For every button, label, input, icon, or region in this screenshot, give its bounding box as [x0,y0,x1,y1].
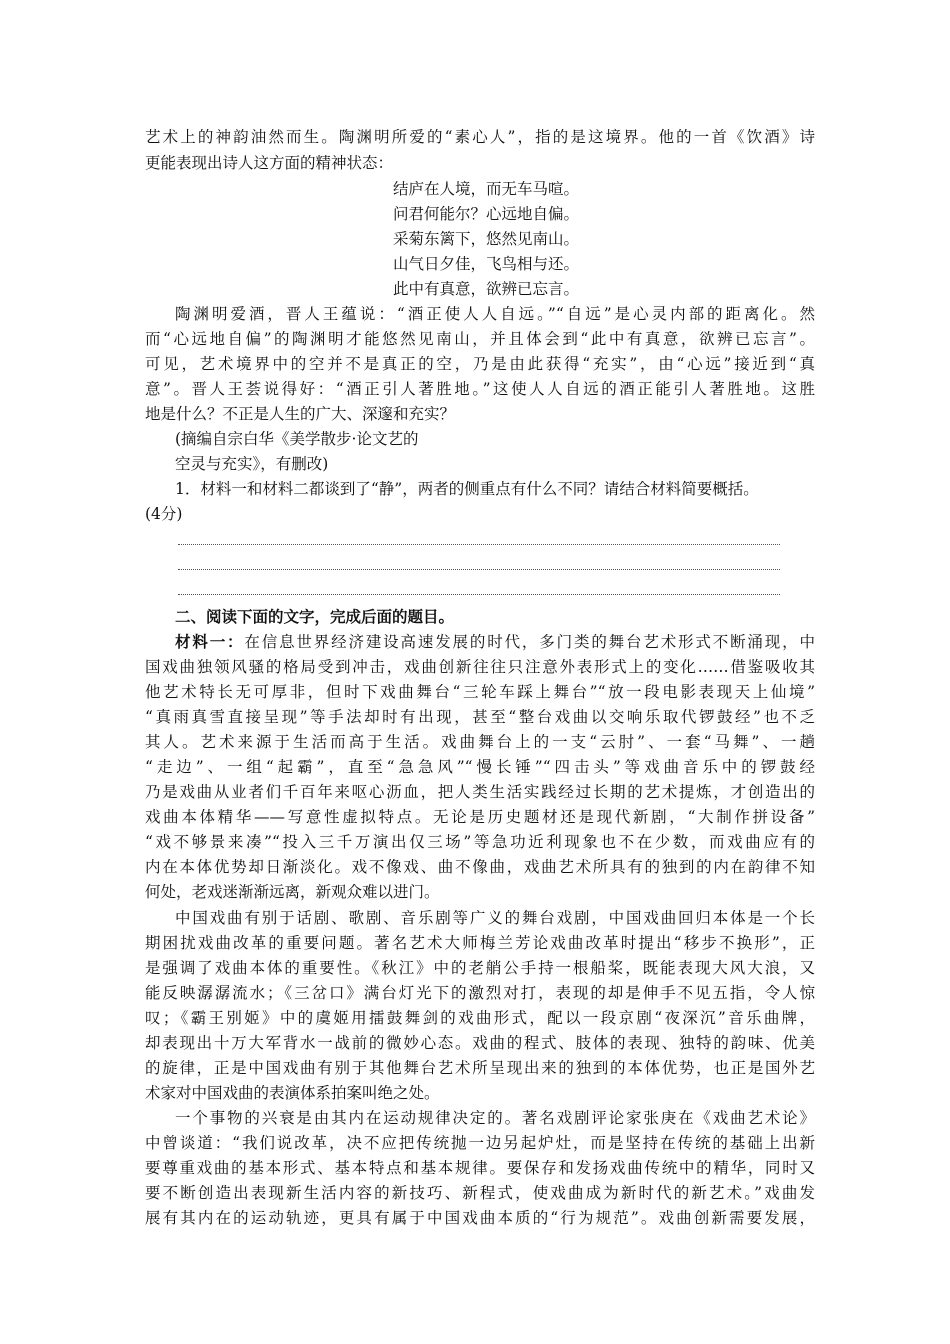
passage-line: 可见，艺术境界中的空并不是真正的空，乃是由此获得“充实”，由“心远”接近到“真 [145,355,815,373]
source-citation: (摘编自宗白华《美学散步·论文艺的 [175,430,419,448]
passage-line: 要不断创造出表现新生活内容的新技巧、新程式，使戏曲成为新时代的新艺术。”戏曲发 [145,1184,815,1202]
passage-line: 叹；《霸王别姬》中的虞姬用擂鼓舞剑的戏曲形式，配以一段京剧“夜深沉”音乐曲牌， [145,1009,815,1027]
question-score: (4分) [145,505,183,523]
passage-line: 地是什么？不正是人生的广大、深邃和充实？ [145,405,456,423]
passage-line: 戏曲本体精华——写意性虚拟特点。无论是历史题材还是现代新剧，“大制作拼设备” [145,808,815,826]
passage-text: 在信息世界经济建设高速发展的时代，多门类的舞台艺术形式不断涌现，中 [244,633,815,651]
passage-line: 展有其内在的运动轨迹，更具有属于中国戏曲本质的“行为规范”。戏曲创新需要发展， [145,1209,815,1227]
passage-line: 何处，老戏迷渐渐远离，新观众难以进门。 [145,883,440,901]
poem-line: 结庐在人境，而无车马喧。 [393,180,580,198]
passage-line: “走边”、一组“起霸”，直至“急急风”“慢长锤”“四击头”等戏曲音乐中的锣鼓经 [145,758,815,776]
passage-line: 要尊重戏曲的基本形式、基本特点和基本规律。要保存和发扬戏曲传统中的精华，同时又 [145,1159,815,1177]
passage-line: 意”。晋人王荟说得好：“酒正引人著胜地。”这使人人自远的酒正能引人著胜地。这胜 [145,380,815,398]
passage-line: 是强调了戏曲本体的重要性。《秋江》中的老艄公手持一根船桨，既能表现大风大浪，又 [145,959,815,977]
answer-line[interactable] [178,544,780,545]
passage-line: 中国戏曲有别于话剧、歌剧、音乐剧等广义的舞台戏剧，中国戏曲回归本体是一个长 [175,909,815,927]
passage-line [175,630,815,654]
passage-line: 艺术上的神韵油然而生。陶渊明所爱的“素心人”，指的是这境界。他的一首《饮酒》诗 [145,128,815,146]
passage-line: 国戏曲独领风骚的格局受到冲击，戏曲创新往往只注意外表形式上的变化……借鉴吸收其 [145,658,815,676]
passage-line: 乃是戏曲从业者们千百年来呕心沥血，把人类生活实践经过长期的艺术提炼，才创造出的 [145,783,815,801]
poem-line: 此中有真意，欲辨已忘言。 [393,280,580,298]
material-label: 材料一： [175,632,245,651]
passage-line: 内在本体优势却日渐淡化。戏不像戏、曲不像曲，戏曲艺术所具有的独到的内在韵律不知 [145,858,815,876]
question-text: 1．材料一和材料二都谈到了“静”，两者的侧重点有什么不同？请结合材料简要概括。 [175,480,759,498]
passage-line: 他艺术特长无可厚非，但时下戏曲舞台“三轮车踩上舞台”“放一段电影表现天上仙境” [145,683,815,701]
passage-line: 却表现出十万大军背水一战前的微妙心态。戏曲的程式、肢体的表现、独特的韵味、优美 [145,1034,815,1052]
passage-line: 更能表现出诗人这方面的精神状态： [145,154,394,172]
passage-line: 一个事物的兴衰是由其内在运动规律决定的。著名戏剧评论家张庚在《戏曲艺术论》 [175,1109,815,1127]
answer-line[interactable] [178,594,780,595]
passage-line: 陶渊明爱酒，晋人王蕴说：“酒正使人人自远。”“自远”是心灵内部的距离化。然 [175,305,815,323]
passage-line: 的旋律，正是中国戏曲有别于其他舞台艺术所呈现出来的独到的本体优势，也正是国外艺 [145,1059,815,1077]
passage-line: 其人。艺术来源于生活而高于生活。戏曲舞台上的一支“云肘”、一套“马舞”、一趟 [145,733,815,751]
poem-line: 采菊东篱下，悠然见南山。 [393,230,580,248]
passage-line: 能反映潺潺流水；《三岔口》满台灯光下的激烈对打，表现的却是伸手不见五指，令人惊 [145,984,815,1002]
passage-line: 中曾谈道：“我们说改革，决不应把传统抛一边另起炉灶，而是坚持在传统的基础上出新 [145,1134,815,1152]
passage-line: 期困扰戏曲改革的重要问题。著名艺术大师梅兰芳论戏曲改革时提出“移步不换形”，正 [145,934,815,952]
passage-line: 术家对中国戏曲的表演体系拍案叫绝之处。 [145,1084,440,1102]
poem-line: 山气日夕佳，飞鸟相与还。 [393,255,580,273]
passage-line: 而“心远地自偏”的陶渊明才能悠然见南山，并且体会到“此中有真意，欲辨已忘言”。 [145,330,815,348]
section-heading: 二、阅读下面的文字，完成后面的题目。 [175,607,455,626]
source-citation: 空灵与充实》，有删改) [175,455,329,473]
answer-line[interactable] [178,569,780,570]
passage-line: “戏不够景来凑”“投入三千万演出仅三场”等急功近利现象也不在少数，而戏曲应有的 [145,833,815,851]
passage-line: “真雨真雪直接呈现”等手法却时有出现，甚至“整台戏曲以交响乐取代锣鼓经”也不乏 [145,708,815,726]
poem-line: 问君何能尔？心远地自偏。 [393,205,580,223]
